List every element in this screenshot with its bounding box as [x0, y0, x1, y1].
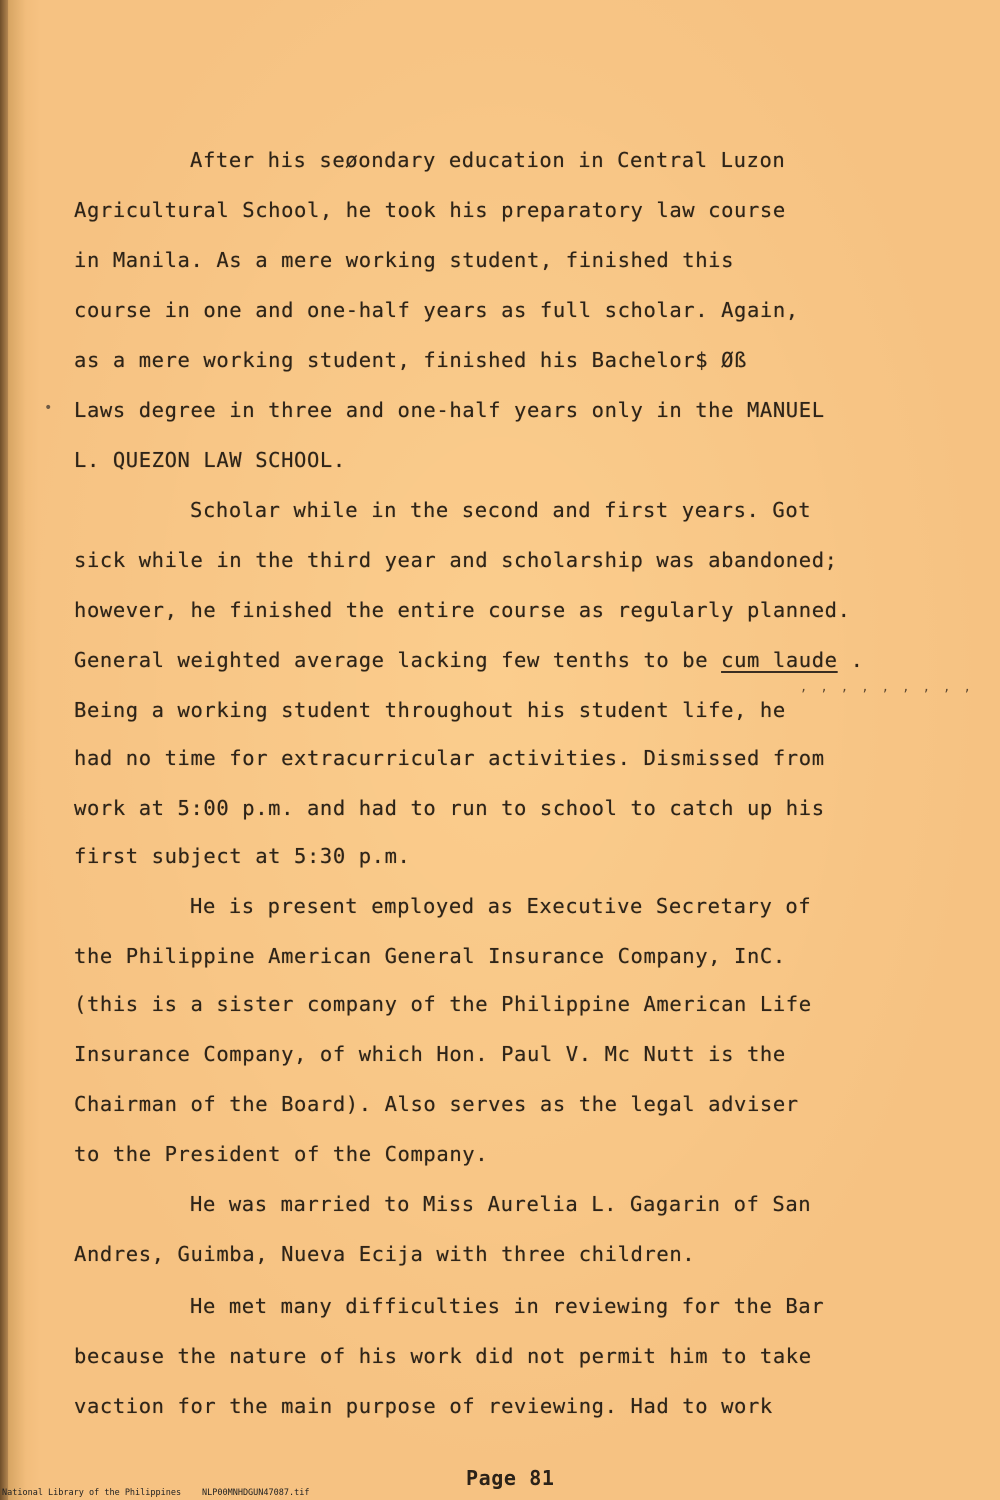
paragraph-2-line-8: first subject at 5:30 p.m. — [74, 844, 411, 868]
paragraph-3-line-6: to the President of the Company. — [74, 1142, 489, 1166]
paragraph-1-line-7: L. QUEZON LAW SCHOOL. — [74, 448, 346, 472]
trailing-period: . — [850, 648, 864, 672]
paragraph-3-line-1: He is present employed as Executive Secretary of — [190, 894, 812, 918]
paragraph-2-line-7: work at 5:00 p.m. and had to run to school to catch up his — [74, 796, 825, 820]
paragraph-5-line-1: He met many difficulties in reviewing for the Bar — [190, 1294, 825, 1318]
paragraph-3-line-5: Chairman of the Board). Also serves as the legal adviser — [74, 1092, 799, 1116]
paragraph-2-line-2: sick while in the third year and scholarship was abandoned; — [74, 548, 838, 572]
paragraph-1-line-4: course in one and one-half years as full scholar. Again, — [74, 298, 799, 322]
paragraph-2-line-4 — [74, 646, 864, 674]
paragraph-2-line-4-text: General weighted average lacking few tenths to be — [74, 648, 709, 672]
paragraph-1-line-1: After his seøondary education in Central Luzon — [190, 148, 786, 172]
paragraph-1-line-2: Agricultural School, he took his preparatory law course — [74, 198, 786, 222]
footer-library-name: National Library of the Philippines — [2, 1488, 182, 1498]
paragraph-3-line-4: Insurance Company, of which Hon. Paul V. Mc Nutt is the — [74, 1042, 786, 1066]
paragraph-1-line-5: as a mere working student, finished his Bachelor$ Øß — [74, 348, 747, 372]
dotted-marks: , , , , , , , , , — [800, 680, 974, 694]
footer-file-name: NLP00MNHDGUN47087.tif — [202, 1488, 310, 1498]
paragraph-3-line-3: (this is a sister company of the Philippine American Life — [74, 992, 812, 1016]
paragraph-5-line-2: because the nature of his work did not permit him to take — [74, 1344, 812, 1368]
paragraph-2-line-6: had no time for extracurricular activities. Dismissed from — [74, 746, 825, 770]
paragraph-4-line-2: Andres, Guimba, Nueva Ecija with three children. — [74, 1242, 696, 1266]
paragraph-3-line-2: the Philippine American General Insurance Company, InC. — [74, 944, 786, 968]
paragraph-5-line-3: vaction for the main purpose of reviewing. Had to work — [74, 1394, 773, 1418]
margin-bullet-icon: • — [44, 400, 53, 416]
cum-laude-underlined: cum laude — [721, 648, 838, 672]
paragraph-1-line-3: in Manila. As a mere working student, finished this — [74, 248, 735, 272]
paragraph-1-line-6: Laws degree in three and one-half years only in the MANUEL — [74, 398, 825, 422]
paragraph-2-line-3: however, he finished the entire course as regularly planned. — [74, 598, 851, 622]
paragraph-2-line-5: Being a working student throughout his student life, he — [74, 698, 786, 722]
paragraph-4-line-1: He was married to Miss Aurelia L. Gagarin of San — [190, 1192, 812, 1216]
page-number: Page 81 — [466, 1466, 555, 1490]
paragraph-2-line-1: Scholar while in the second and first years. Got — [190, 498, 812, 522]
